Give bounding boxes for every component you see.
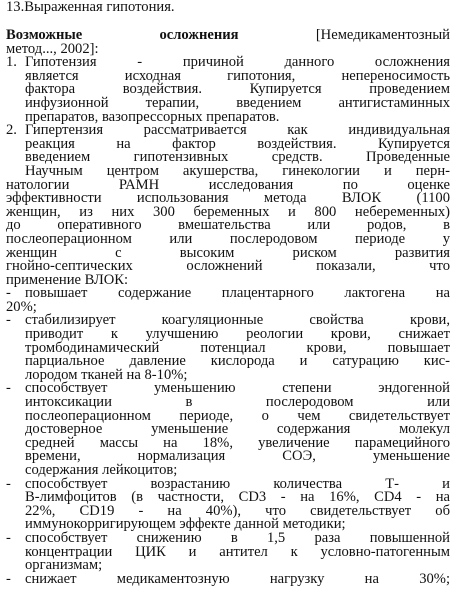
dash-item-text: способствует возрастанию количества Т- и [25,475,450,492]
list-item-line [6,151,450,165]
heading-ref: [Немедикаментозный [315,27,450,43]
dash-item-line: приводит к улучшению реологии крови, снижает [25,326,450,343]
dash-item-line [6,570,450,587]
list-item-text: фактора воздействия. Купируется проведением [25,81,450,98]
heading-bold: Возможные осложнения [6,27,239,43]
paragraph-line: гнойно-септических осложнений показали, что [6,258,450,275]
heading-line [6,29,450,43]
dash-marker: - [6,380,11,397]
dash-item-line: иммунокорригирующем эффекте данной методики; [25,516,346,533]
list-item-number: 2. [6,122,17,139]
numbered-list [6,56,450,165]
dash-item-line [6,287,450,301]
dash-item-line: лородом тканей на 8-10%; [25,366,188,383]
list-item-text: введением гипотензивных средств. Проведенные [25,149,450,166]
list-item-text: Гипертензия рассматривается как индивидуальная [25,122,450,139]
dash-item-line: тромбодинамический потенциал крови, повышает [25,339,450,356]
paragraph-line: Научным центром акушерства, гинекологии и перн- [25,162,450,179]
section-line: 13.Выраженная гипотония. [6,0,175,15]
dash-item-line: интоксикации в послеродовом или [25,394,450,411]
paragraph-line: женщин, из них 300 беременных и 800 небеременных) [6,203,450,220]
list-item-text: реакция на фактор воздействия. Купируется [25,135,450,152]
list-item-text: Гипотензия - причиной данного осложнения [25,54,450,71]
dash-item-text: способствует уменьшению степени эндогенной [25,380,450,397]
document-page [0,1,462,601]
dash-item-text: стабилизирует коагуляционные свойства крови, [25,312,450,329]
dash-marker: - [6,529,11,546]
dash-item-line [6,314,450,328]
dash-list [6,287,450,586]
heading-ref-cont: метод..., 2002]: [6,40,99,57]
dash-item-line: средней массы на 18%, увеличение парамецийного [25,434,450,451]
dash-marker: - [6,475,11,492]
dash-item-line: 22%, CD19 - на 40%), что свидетельствует об [25,502,450,519]
dash-marker: - [6,570,11,587]
dash-item-line: достоверное уменьшение содержания молекул [25,421,450,438]
paragraph-line: послеоперационном или послеродовом периоде у [6,230,450,247]
dash-item-text: повышает содержание плацентарного лактогена на [25,285,450,302]
dash-marker: - [6,285,11,302]
paragraph-line: натологии РАМН исследования по оценке [6,176,450,193]
dash-item-line [6,382,450,396]
dash-item-line: концентрации ЦИК и антител к условно-патогенным [25,543,450,560]
dash-item-text: способствует снижению в 1,5 раза повышенной [25,529,450,546]
dash-item-line: организмам; [25,557,103,574]
list-item-text: препаратов, вазопрессорных препаратов. [25,108,280,125]
dash-item-line: послеоперационном периоде, о чем свидетельствует [25,407,450,424]
paragraph-line: применение ВЛОК: [6,271,129,288]
list-item-text: инфузионной терапии, введением антигистаминных [25,94,450,111]
dash-item-line: парциальное давление кислорода и сатурацию кис- [25,353,450,370]
list-item-text: является исходная гипотония, непереносимость [25,67,450,84]
paragraph [6,162,450,288]
paragraph-line: женщин с высоким риском развития [6,244,450,261]
paragraph-line: до оперативного вмешательства или родов, в [6,217,450,234]
list-item-number: 1. [6,54,17,71]
dash-item-line: В-лимфоцитов (в частности, CD3 - на 16%, CD4 - на [25,489,450,506]
dash-item-line [6,529,450,546]
dash-item-line [6,475,450,492]
dash-marker: - [6,312,11,329]
paragraph-line: эффективности использования метода ВЛОК (1100 [6,190,450,207]
dash-item-line: времени, нормализация СОЭ, уменьшение [25,448,450,465]
dash-item-text: снижает медикаментозную нагрузку на 30%; [25,570,450,587]
dash-item-line: содержания лейкоцитов; [25,462,178,478]
dash-item-line: 20%; [6,298,37,315]
